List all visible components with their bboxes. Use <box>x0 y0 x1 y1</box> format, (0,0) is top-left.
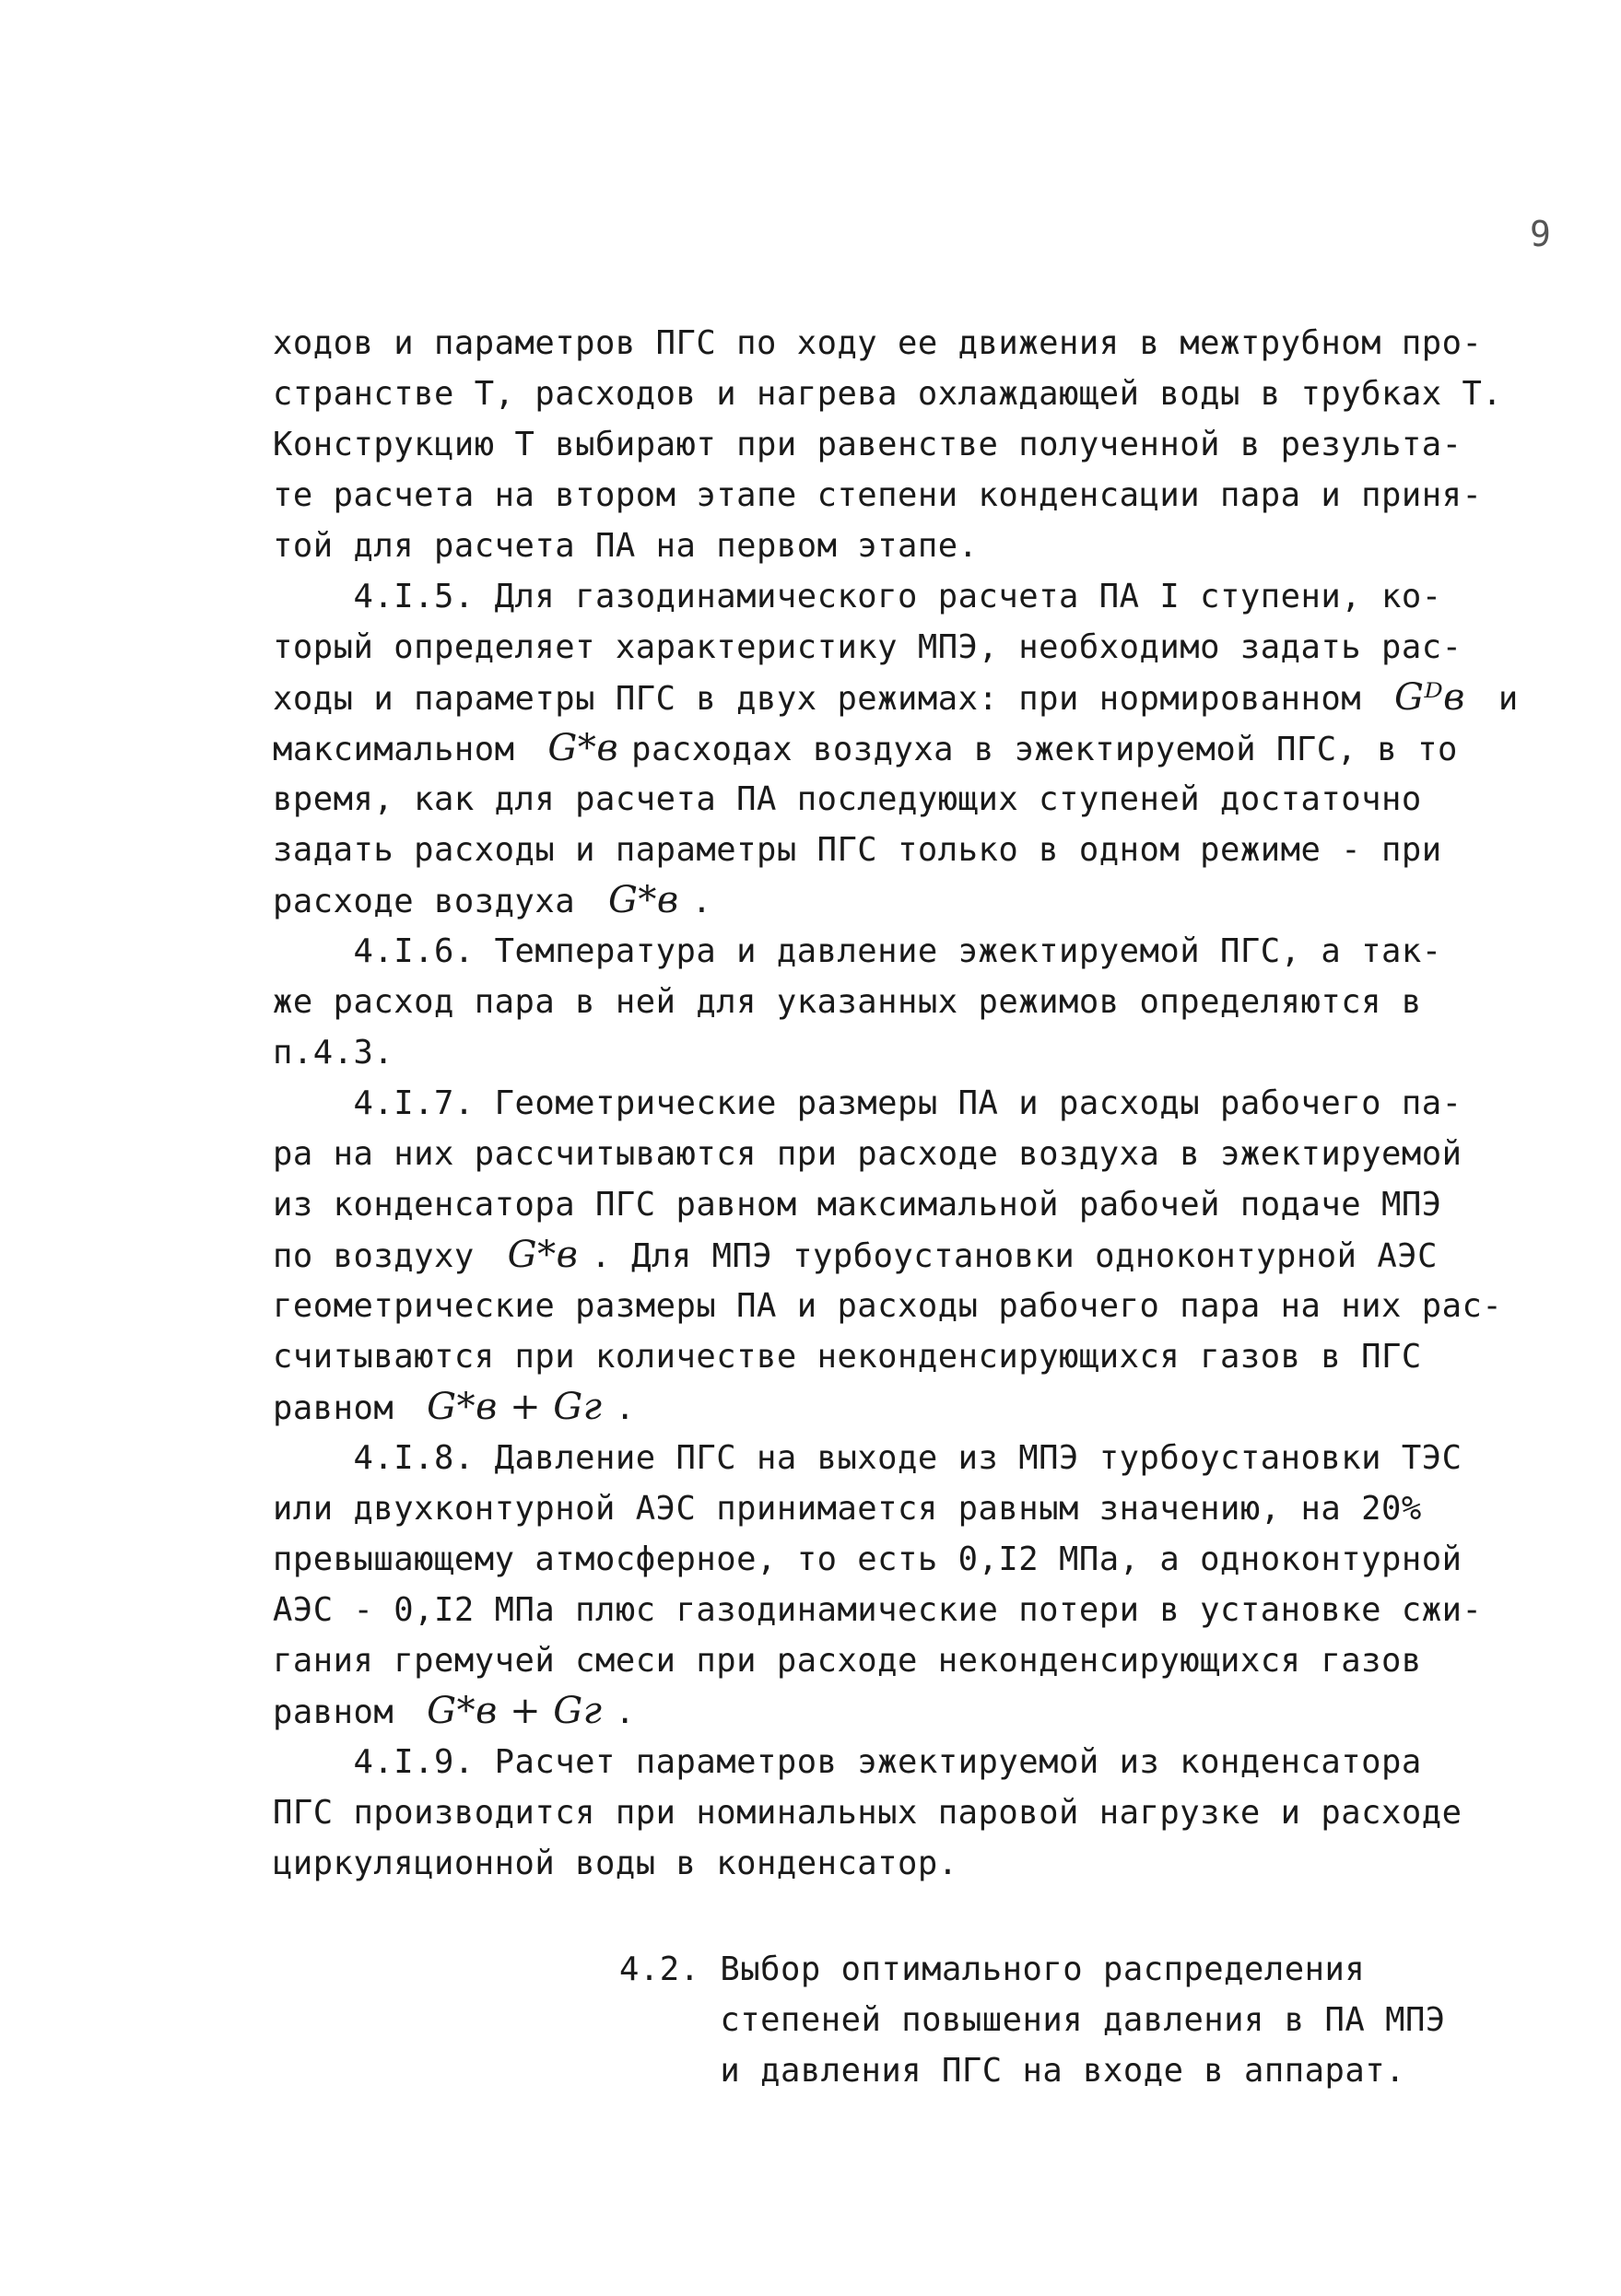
text-line <box>273 1382 1563 1433</box>
text-segment: расходах воздуха в эжектируемой ПГС, в то <box>631 731 1458 768</box>
text-line <box>273 673 1563 723</box>
text-line <box>273 875 1563 926</box>
text-line: из конденсатора ПГС равном максимальной рабочей подаче МПЭ <box>273 1186 1442 1224</box>
text-line: или двухконтурной АЭС принимается равным значению, на 20% <box>273 1490 1422 1528</box>
formula-g-sum: G*в + Gг <box>427 1386 603 1428</box>
text-segment: ходы и параметры ПГС в двух режимах: при нормированном <box>273 680 1382 718</box>
text-line: 4.I.5. Для газодинамического расчета ПА I ступени, ко- <box>273 578 1442 615</box>
text-line: 4.I.8. Давление ПГС на выходе из МПЭ турбоустановки ТЭС <box>273 1439 1462 1477</box>
formula-g-max: G*в <box>547 727 619 769</box>
text-line: считываются при количестве неконденсирующихся газов в ПГС <box>273 1338 1422 1376</box>
text-segment: расходе воздуха <box>273 883 595 920</box>
text-segment: . Для МПЭ турбоустановки одноконтурной АЭС <box>591 1237 1439 1275</box>
text-line: геометрические размеры ПА и расходы рабочего пара на них рас- <box>273 1287 1503 1325</box>
text-line: 4.I.6. Температура и давление эжектируемой ПГС, а так- <box>273 932 1442 970</box>
text-segment: максимальном <box>273 731 535 768</box>
text-line: 4.I.7. Геометрические размеры ПА и расходы рабочего па- <box>273 1084 1462 1122</box>
text-line: те расчета на втором этапе степени конденсации пара и приня- <box>273 476 1483 514</box>
text-line: странстве Т, расходов и нагрева охлаждающей воды в трубках Т. <box>273 375 1503 413</box>
text-line: ра на них рассчитываются при расходе воздуха в эжектируемой <box>273 1135 1462 1173</box>
text-line: ПГС производится при номинальных паровой нагрузке и расходе <box>273 1794 1462 1832</box>
text-segment: по воздуху <box>273 1237 495 1275</box>
text-line <box>273 1686 1563 1737</box>
text-line: ходов и параметров ПГС по ходу ее движения в межтрубном про- <box>273 324 1483 362</box>
text-line: АЭС - 0,I2 МПа плюс газодинамические потери в установке сжи- <box>273 1591 1483 1629</box>
text-line: той для расчета ПА на первом этапе. <box>273 527 979 565</box>
text-line <box>273 723 1563 774</box>
text-segment: . <box>691 883 712 920</box>
section-heading-line: 4.2. Выбор оптимального распределения <box>619 1950 1366 1988</box>
text-segment: равном <box>273 1389 415 1427</box>
text-line: циркуляционной воды в конденсатор. <box>273 1845 958 1882</box>
text-line <box>273 1230 1563 1281</box>
text-line: торый определяет характеристику МПЭ, необходимо задать рас- <box>273 628 1462 666</box>
formula-g-max: G*в <box>607 879 679 921</box>
text-line: 4.I.9. Расчет параметров эжектируемой из конденсатора <box>273 1743 1422 1781</box>
formula-g-sum: G*в + Gг <box>427 1690 603 1732</box>
text-line: же расход пара в ней для указанных режимов определяются в <box>273 983 1422 1021</box>
text-segment: . <box>615 1693 636 1731</box>
text-line: Конструкцию Т выбирают при равенстве полученной в результа- <box>273 426 1462 463</box>
text-segment: равном <box>273 1693 415 1731</box>
page-number: 9 <box>1530 214 1551 254</box>
body-text <box>273 318 1563 1889</box>
formula-g-nominal: Gᴰв <box>1394 676 1465 719</box>
formula-g-max: G*в <box>507 1234 579 1276</box>
text-line: превышающему атмосферное, то есть 0,I2 МПа, а одноконтурной <box>273 1540 1462 1578</box>
text-line: время, как для расчета ПА последующих ступеней достаточно <box>273 780 1422 818</box>
text-line: п.4.3. <box>273 1034 394 1072</box>
text-line: задать расходы и параметры ПГС только в одном режиме - при <box>273 831 1442 869</box>
text-segment: . <box>615 1389 636 1427</box>
section-heading-line: степеней повышения давления в ПА МПЭ <box>619 2001 1446 2039</box>
text-segment: и <box>1477 680 1519 718</box>
section-heading-line: и давления ПГС на входе в аппарат. <box>619 2052 1406 2090</box>
text-line: гания гремучей смеси при расходе неконденсирующихся газов <box>273 1642 1422 1680</box>
section-heading <box>619 1944 1541 2096</box>
